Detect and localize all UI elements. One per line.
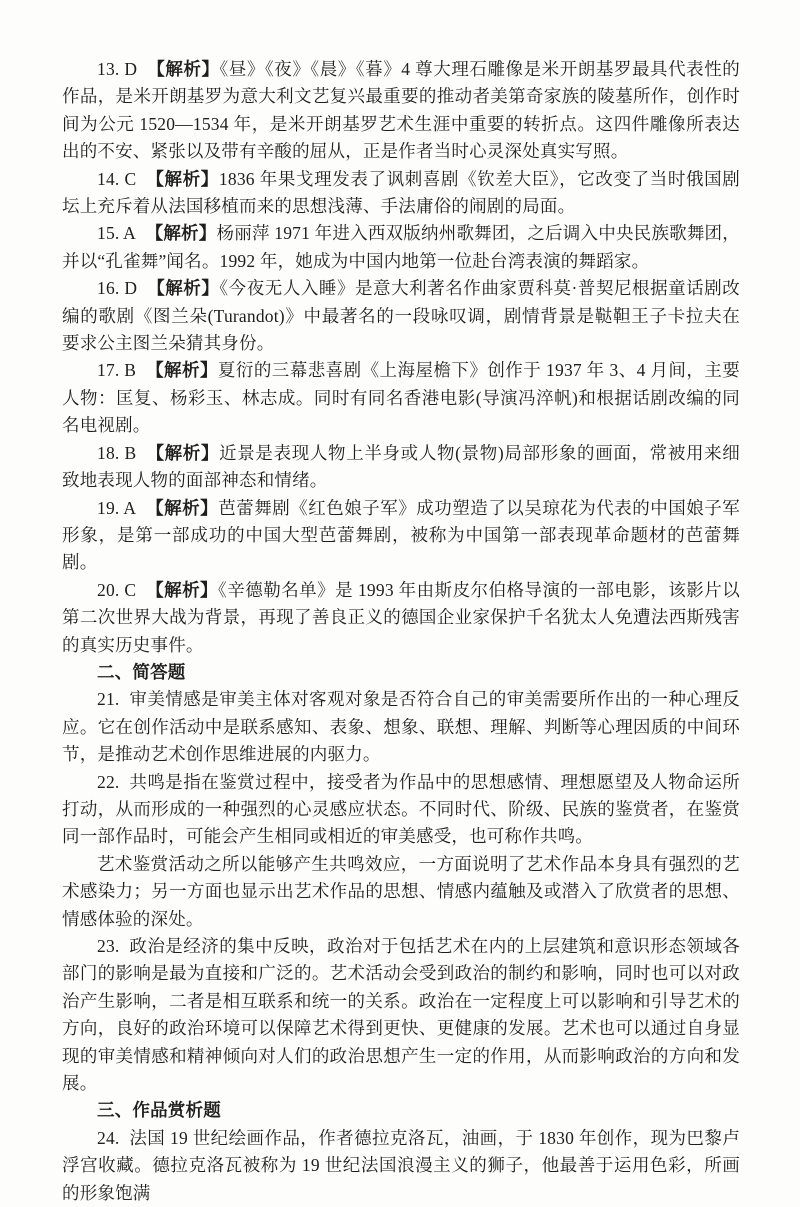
answer-item [62, 220, 740, 275]
answer-sheet-content [62, 56, 740, 1207]
answer-text: 夏衍的三幕悲喜剧《上海屋檐下》创作于 1937 年 3、4 月间，主要人物：匡复、杨彩玉、林志成。同时有同名香港电影(导演冯淬帆)和根据话剧改编的同名电视剧。 [62, 360, 740, 436]
paragraph-number: 22. [97, 771, 120, 792]
section-heading: 二、简答题 [97, 661, 186, 682]
analysis-label: 【解析】 [146, 278, 220, 299]
paragraph: 艺术鉴赏活动之所以能够产生共鸣效应，一方面说明了艺术作品本身具有强烈的艺术感染力；另一方面也显示出艺术作品的思想、情感内蕴触及或潜入了欣赏者的思想、情感体验的深处。 [62, 853, 740, 929]
analysis-label: 【解析】 [146, 442, 220, 463]
answer-item [62, 357, 740, 439]
answer-text: 《今夜无人入睡》是意大利著名作曲家贾科莫·普契尼根据童话剧改编的歌剧《图兰朵(Turandot)》中最著名的一段咏叹调，剧情背景是鞑靼王子卡拉夫在要求公主图兰朵猜其身份。 [62, 278, 740, 354]
answer-number: 18. B [97, 442, 137, 463]
answer-item [62, 275, 740, 357]
answer-text: 近景是表现人物上半身或人物(景物)局部形象的画面，常被用来细致地表现人物的面部神态和情绪。 [62, 442, 740, 491]
answer-item [62, 440, 740, 495]
answer-item [62, 577, 740, 659]
answer-number: 14. C [97, 168, 137, 189]
paragraph-text: 政治是经济的集中反映，政治对于包括艺术在内的上层建筑和意识形态领域各部门的影响是最为直接和广泛的。艺术活动会受到政治的制约和影响，同时也可以对政治产生影响，二者是相互联系和统一的关系。政治在一定程度上可以影响和引导艺术的方向，良好的政治环境可以保障艺术得到更快、更健康的发展。艺术也可以通过自身显现的审美情感和精神倾向对人们的政治思想产生一定的作用，从而影响政治的方向和发展。 [62, 936, 740, 1094]
paragraph-text: 法国 19 世纪绘画作品，作者德拉克洛瓦，油画，于 1830 年创作，现为巴黎卢浮宫收藏。德拉克洛瓦被称为 19 世纪法国浪漫主义的狮子，他最善于运用色彩，所画的形象饱满 [62, 1127, 740, 1203]
analysis-label: 【解析】 [145, 497, 219, 518]
answer-item [62, 166, 740, 221]
answer-number: 13. D [97, 59, 138, 79]
analysis-label: 【解析】 [145, 360, 218, 381]
answer-text: 《昼》《夜》《晨》《暮》4 尊大理石雕像是米开朗基罗最具代表性的作品，是米开朗基罗为意大利文艺复兴最重要的推动者美第奇家族的陵墓所作，创作时间为公元 1520—1534 年，是米开朗基罗艺术生涯中重要的转折点。这四件雕像所表达出的不安、紧张以及带有辛酸的屈从，正是作者当时心灵深处真实写照。 [62, 59, 740, 162]
answer-number: 17. B [97, 360, 137, 381]
paragraph [62, 933, 740, 1097]
paragraph [62, 686, 740, 768]
paragraph [62, 769, 740, 851]
answer-number: 20. C [97, 579, 137, 600]
paragraph-number: 24. [97, 1127, 120, 1148]
answer-text: 芭蕾舞剧《红色娘子军》成功塑造了以吴琼花为代表的中国娘子军形象，是第一部成功的中国大型芭蕾舞剧，被称为中国第一部表现革命题材的芭蕾舞剧。 [62, 497, 740, 573]
analysis-label: 【解析】 [145, 223, 217, 244]
paragraph-number: 21. [97, 689, 120, 710]
section-heading: 三、作品赏析题 [97, 1100, 221, 1121]
paragraph-text: 共鸣是指在鉴赏过程中，接受者为作品中的思想感情、理想愿望及人物命运所打动，从而形成的一种强烈的心灵感应状态。不同时代、阶级、民族的鉴赏者，在鉴赏同一部作品时，可能会产生相同或相近的审美感受，也可称作共鸣。 [62, 771, 740, 847]
answer-text: 《辛德勒名单》是 1993 年由斯皮尔伯格导演的一部电影，该影片以第二次世界大战为背景，再现了善良正义的德国企业家保护千名犹太人免遭法西斯残害的真实历史事件。 [62, 579, 740, 655]
answer-item [62, 56, 740, 166]
paragraph [62, 1125, 740, 1207]
answer-text: 1836 年果戈理发表了讽刺喜剧《钦差大臣》，它改变了当时俄国剧坛上充斥着从法国移植而来的思想浅薄、手法庸俗的闹剧的局面。 [62, 168, 740, 217]
answer-number: 16. D [97, 278, 138, 299]
answer-number: 19. A [97, 497, 137, 518]
answer-text: 杨丽萍 1971 年进入西双版纳州歌舞团，之后调入中央民族歌舞团，并以“孔雀舞”闻名。1992 年，她成为中国内地第一位赴台湾表演的舞蹈家。 [62, 223, 740, 271]
answer-item [62, 495, 740, 577]
analysis-label: 【解析】 [145, 168, 219, 189]
paragraph-text: 审美情感是审美主体对客观对象是否符合自己的审美需要所作出的一种心理反应。它在创作活动中是联系感知、表象、想象、联想、理解、判断等心理因质的中间环节，是推动艺术创作思维进展的内驱力。 [62, 689, 740, 765]
paragraph-number: 23. [97, 936, 120, 956]
analysis-label: 【解析】 [145, 579, 219, 600]
analysis-label: 【解析】 [146, 59, 220, 79]
answer-number: 15. A [97, 223, 136, 244]
